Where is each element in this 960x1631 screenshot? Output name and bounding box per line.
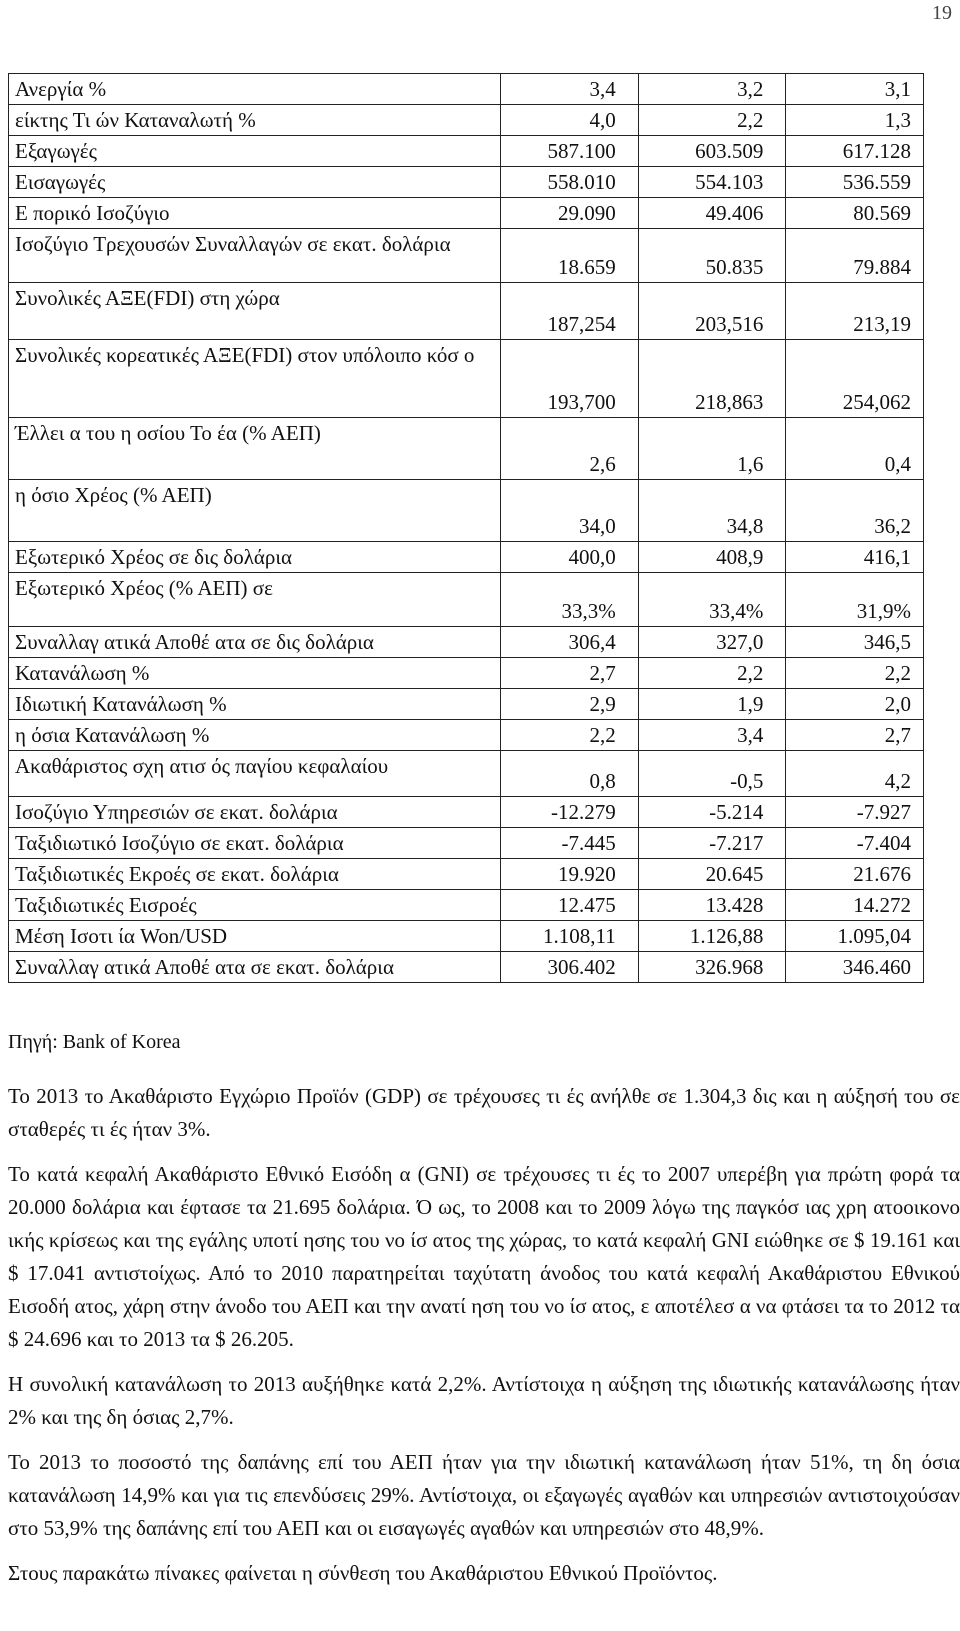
row-value-1: 558.010 xyxy=(500,167,638,198)
row-value-2: 1.126,88 xyxy=(638,921,786,952)
row-value-2: 408,9 xyxy=(638,542,786,573)
row-value-3: 2,7 xyxy=(786,720,924,751)
row-value-2: 554.103 xyxy=(638,167,786,198)
row-value-1: -7.445 xyxy=(500,828,638,859)
row-label: Συναλλαγ ατικά Αποθέ ατα σε εκατ. δολάρια xyxy=(9,952,501,983)
row-value-1: 34,0 xyxy=(500,480,638,542)
row-value-1: 2,2 xyxy=(500,720,638,751)
row-value-2: 603.509 xyxy=(638,136,786,167)
table-row xyxy=(9,689,924,720)
table-row xyxy=(9,74,924,105)
row-value-3: 1,3 xyxy=(786,105,924,136)
row-value-3: 4,2 xyxy=(786,751,924,797)
row-value-1: 2,9 xyxy=(500,689,638,720)
paragraph-gdp: Το 2013 το Ακαθάριστο Εγχώριο Προϊόν (GDP) σε τρέχουσες τι ές ανήλθε σε 1.304,3 δις και η αύξησή του σε σταθερές τι ές ήταν 3%. xyxy=(8,1084,960,1141)
row-value-1: 2,6 xyxy=(500,418,638,480)
row-value-3: 79.884 xyxy=(786,229,924,283)
row-label: Ταξιδιωτικό Ισοζύγιο σε εκατ. δολάρια xyxy=(9,828,501,859)
row-value-1: 400,0 xyxy=(500,542,638,573)
paragraph-gni: Το κατά κεφαλή Ακαθάριστο Εθνικό Εισόδη α (GNI) σε τρέχουσες τι ές το 2007 υπερέβη για πρώτη φορά τα 20.000 δολάρια και έφτασε τα 21.695 δολάρια. Ό ως, το 2008 και το 2009 λόγω της παγκόσ ιας χρη ατοοικονο ικής κρίσεως και της εγάλης υποτί ησης του νο ίσ ατος της χώρας, το κατά κεφαλή GNI ειώθηκε σε $ 19.161 και $ 17.041 αντιστοίχως. Από το 2010 παρατηρείται ταχύτατη άνοδος του κατά κεφαλή Ακαθάριστου Εθνικού Εισοδή ατος, χάρη στην άνοδο του ΑΕΠ και την ανατί ηση του νο ίσ ατος, ε αποτέλεσ α να φτάσει τα το 2012 τα $ 24.696 και το 2013 τα $ 26.205. xyxy=(8,1162,960,1351)
row-value-3: 31,9% xyxy=(786,573,924,627)
row-value-3: 416,1 xyxy=(786,542,924,573)
row-label: Ισοζύγιο Τρεχουσών Συναλλαγών σε εκατ. δολάρια xyxy=(9,229,501,283)
row-value-3: 346,5 xyxy=(786,627,924,658)
row-value-3: 0,4 xyxy=(786,418,924,480)
row-label: Εξωτερικό Χρέος (% ΑΕΠ) σε xyxy=(9,573,501,627)
row-label: η όσια Κατανάλωση % xyxy=(9,720,501,751)
row-value-3: 346.460 xyxy=(786,952,924,983)
row-value-1: 29.090 xyxy=(500,198,638,229)
table-row xyxy=(9,136,924,167)
row-value-2: 49.406 xyxy=(638,198,786,229)
row-value-1: 18.659 xyxy=(500,229,638,283)
row-value-1: 19.920 xyxy=(500,859,638,890)
row-value-1: 4,0 xyxy=(500,105,638,136)
table-row xyxy=(9,859,924,890)
row-value-2: 203,516 xyxy=(638,283,786,340)
paragraph-intro-tables: Στους παρακάτω πίνακες φαίνεται η σύνθεση του Ακαθάριστου Εθνικού Προϊόντος. xyxy=(8,1561,718,1585)
row-label: Μέση Ισοτι ία Won/USD xyxy=(9,921,501,952)
table-row xyxy=(9,573,924,627)
table-row xyxy=(9,797,924,828)
row-label: Εξωτερικό Χρέος σε δις δολάρια xyxy=(9,542,501,573)
row-value-1: -12.279 xyxy=(500,797,638,828)
row-label: Ακαθάριστος σχη ατισ ός παγίου κεφαλαίου xyxy=(9,751,501,797)
row-label: Συναλλαγ ατικά Αποθέ ατα σε δις δολάρια xyxy=(9,627,501,658)
row-value-1: 33,3% xyxy=(500,573,638,627)
row-value-2: 1,9 xyxy=(638,689,786,720)
row-value-1: 306.402 xyxy=(500,952,638,983)
row-label: Ιδιωτική Κατανάλωση % xyxy=(9,689,501,720)
row-label: Ισοζύγιο Υπηρεσιών σε εκατ. δολάρια xyxy=(9,797,501,828)
row-value-3: -7.927 xyxy=(786,797,924,828)
table-row xyxy=(9,167,924,198)
table-row xyxy=(9,921,924,952)
table-row xyxy=(9,198,924,229)
row-value-2: 3,2 xyxy=(638,74,786,105)
row-value-2: 3,4 xyxy=(638,720,786,751)
row-label: Συνολικές κορεατικές ΑΞΕ(FDI) στον υπόλοιπο κόσ ο xyxy=(9,340,501,418)
table-row xyxy=(9,229,924,283)
row-value-1: 587.100 xyxy=(500,136,638,167)
row-value-1: 193,700 xyxy=(500,340,638,418)
page-number: 19 xyxy=(932,2,952,24)
statistics-table-body xyxy=(9,74,924,983)
row-label: Εξαγωγές xyxy=(9,136,501,167)
paragraph-consumption: Η συνολική κατανάλωση το 2013 αυξήθηκε κατά 2,2%. Αντίστοιχα η αύξηση της ιδιωτικής κατανάλωσης ήταν 2% και της δη όσιας 2,7%. xyxy=(8,1372,960,1429)
row-label: Ανεργία % xyxy=(9,74,501,105)
table-row xyxy=(9,105,924,136)
row-value-2: -7.217 xyxy=(638,828,786,859)
row-value-2: -0,5 xyxy=(638,751,786,797)
row-value-3: 36,2 xyxy=(786,480,924,542)
row-value-1: 306,4 xyxy=(500,627,638,658)
table-row xyxy=(9,283,924,340)
paragraph-expenditure: Το 2013 το ποσοστό της δαπάνης επί του ΑΕΠ ήταν για την ιδιωτική κατανάλωση ήταν 51%, τη δη όσια κατανάλωση 14,9% και για τις επενδύσεις 29%. Αντίστοιχα, οι εξαγωγές αγαθών και υπηρεσιών αντιστοιχούσαν στο 53,9% της δαπάνης επί του ΑΕΠ και οι εισαγωγές αγαθών και υπηρεσιών στο 48,9%. xyxy=(8,1450,960,1540)
row-value-1: 3,4 xyxy=(500,74,638,105)
table-row xyxy=(9,751,924,797)
row-label: Ε πορικό Ισοζύγιο xyxy=(9,198,501,229)
row-value-1: 2,7 xyxy=(500,658,638,689)
row-value-3: 14.272 xyxy=(786,890,924,921)
row-value-3: 80.569 xyxy=(786,198,924,229)
row-value-2: 20.645 xyxy=(638,859,786,890)
table-row xyxy=(9,542,924,573)
row-value-2: 2,2 xyxy=(638,105,786,136)
table-row xyxy=(9,658,924,689)
row-value-3: 2,0 xyxy=(786,689,924,720)
table-row xyxy=(9,627,924,658)
row-value-1: 0,8 xyxy=(500,751,638,797)
row-value-3: -7.404 xyxy=(786,828,924,859)
row-value-3: 254,062 xyxy=(786,340,924,418)
row-label: Εισαγωγές xyxy=(9,167,501,198)
row-value-3: 2,2 xyxy=(786,658,924,689)
row-label: Συνολικές ΑΞΕ(FDI) στη χώρα xyxy=(9,283,501,340)
body-text xyxy=(8,1080,960,1602)
row-value-2: 13.428 xyxy=(638,890,786,921)
table-row xyxy=(9,340,924,418)
row-value-3: 1.095,04 xyxy=(786,921,924,952)
row-label: είκτης Τι ών Καταναλωτή % xyxy=(9,105,501,136)
row-value-3: 536.559 xyxy=(786,167,924,198)
table-row xyxy=(9,890,924,921)
table-row xyxy=(9,418,924,480)
row-value-2: 33,4% xyxy=(638,573,786,627)
row-label: Ταξιδιωτικές Εκροές σε εκατ. δολάρια xyxy=(9,859,501,890)
table-row xyxy=(9,720,924,751)
row-value-1: 1.108,11 xyxy=(500,921,638,952)
row-value-2: 50.835 xyxy=(638,229,786,283)
row-value-3: 617.128 xyxy=(786,136,924,167)
row-value-3: 3,1 xyxy=(786,74,924,105)
row-value-2: 34,8 xyxy=(638,480,786,542)
row-value-3: 213,19 xyxy=(786,283,924,340)
row-label: Έλλει α του η οσίου Το έα (% ΑΕΠ) xyxy=(9,418,501,480)
row-label: Κατανάλωση % xyxy=(9,658,501,689)
row-label: η όσιο Χρέος (% ΑΕΠ) xyxy=(9,480,501,542)
row-value-2: 2,2 xyxy=(638,658,786,689)
row-label: Ταξιδιωτικές Εισροές xyxy=(9,890,501,921)
row-value-2: -5.214 xyxy=(638,797,786,828)
row-value-2: 326.968 xyxy=(638,952,786,983)
row-value-2: 327,0 xyxy=(638,627,786,658)
table-row xyxy=(9,480,924,542)
row-value-2: 218,863 xyxy=(638,340,786,418)
row-value-2: 1,6 xyxy=(638,418,786,480)
row-value-1: 12.475 xyxy=(500,890,638,921)
table-row xyxy=(9,828,924,859)
row-value-3: 21.676 xyxy=(786,859,924,890)
statistics-table xyxy=(8,73,924,983)
source-note: Πηγή: Bank of Korea xyxy=(8,1031,181,1053)
row-value-1: 187,254 xyxy=(500,283,638,340)
table-row xyxy=(9,952,924,983)
